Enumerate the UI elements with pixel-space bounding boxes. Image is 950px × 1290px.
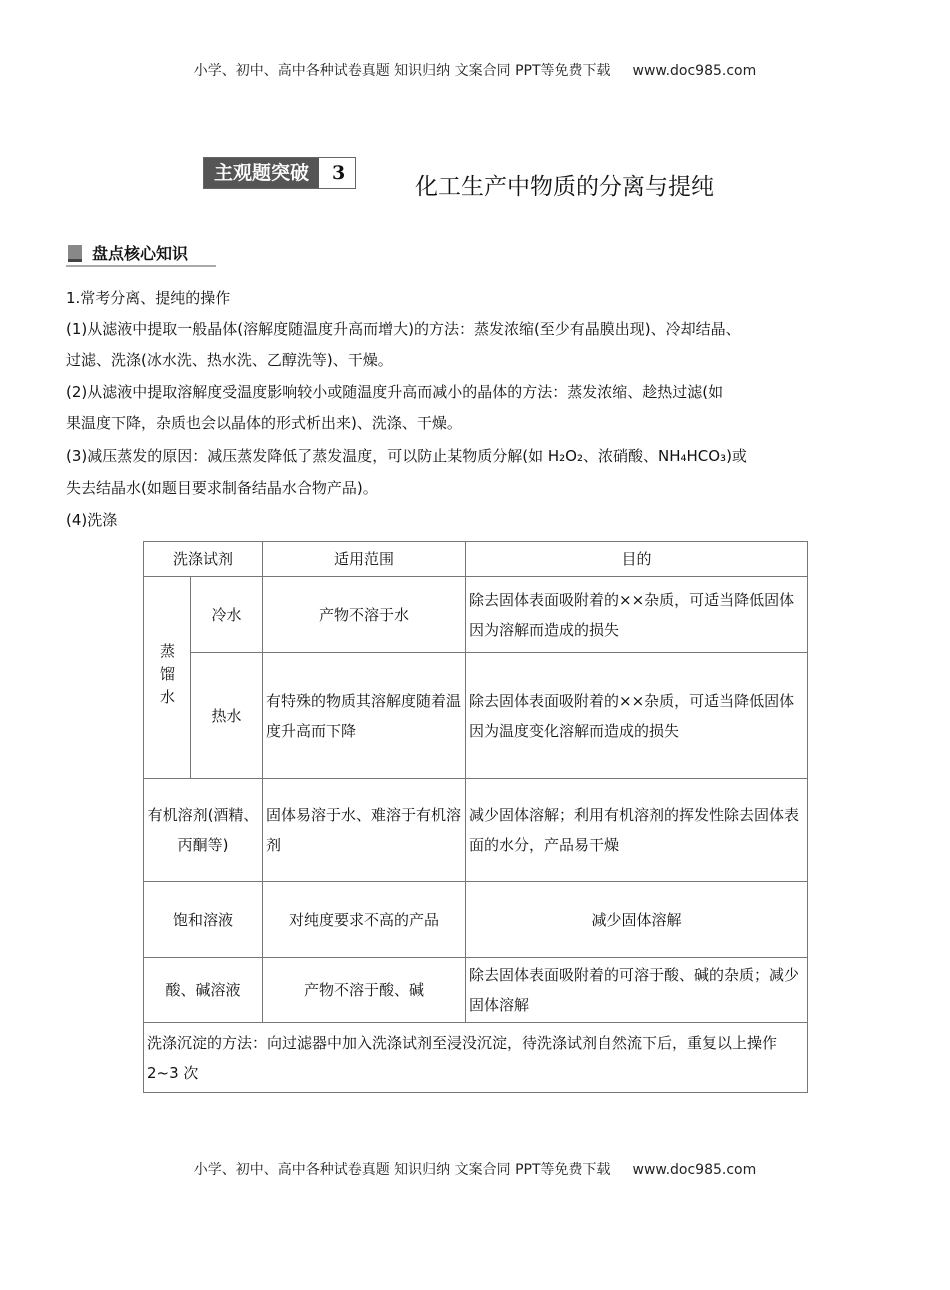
table-row [144,577,808,653]
badge-label: 主观题突破 [204,158,319,188]
reagent-cell: 冷水 [191,577,263,653]
topic-badge [203,157,356,189]
paragraph: 过滤、洗涤(冰水洗、热水洗、乙醇洗等)、干燥。 [66,351,393,369]
table-footer-row [144,1023,808,1093]
footer-text: 小学、初中、高中各种试卷真题 知识归纳 文案合同 PPT等免费下载 [193,1162,611,1178]
paragraph: 1.常考分离、提纯的操作 [66,289,231,307]
reagent-cell: 有机溶剂(酒精、丙酮等) [144,779,263,882]
reagent-cell: 饱和溶液 [144,882,263,958]
scope-cell: 产物不溶于酸、碱 [263,958,466,1023]
header-url[interactable]: www.doc985.com [632,63,757,79]
scope-cell: 固体易溶于水、难溶于有机溶剂 [263,779,466,882]
paragraph: (3)减压蒸发的原因：减压蒸发降低了蒸发温度，可以防止某物质分解(如 H₂O₂、浓硝酸、NH₄HCO₃)或 [66,447,747,465]
page-footer [0,1159,950,1179]
purpose-cell: 减少固体溶解 [466,882,808,958]
footer-cell: 洗涤沉淀的方法：向过滤器中加入洗涤试剂至浸没沉淀，待洗涤试剂自然流下后，重复以上操作 2~3 次 [144,1023,808,1093]
header-text: 小学、初中、高中各种试卷真题 知识归纳 文案合同 PPT等免费下载 [193,63,611,79]
header-cell: 目的 [466,542,808,577]
footer-url[interactable]: www.doc985.com [632,1162,757,1178]
paragraph: (4)洗涤 [66,511,118,529]
paragraph: 失去结晶水(如题目要求制备结晶水合物产品)。 [66,479,378,497]
table-header-row [144,542,808,577]
badge-number: 3 [319,158,355,188]
header-cell: 洗涤试剂 [144,542,263,577]
scope-cell: 有特殊的物质其溶解度随着温度升高而下降 [263,653,466,779]
scope-cell: 产物不溶于水 [263,577,466,653]
page-title: 化工生产中物质的分离与提纯 [415,174,714,200]
purpose-cell: 减少固体溶解；利用有机溶剂的挥发性除去固体表面的水分，产品易干燥 [466,779,808,882]
table-row [144,882,808,958]
reagent-cell: 热水 [191,653,263,779]
page-header [0,60,950,80]
table-row [144,779,808,882]
section-title: 盘点核心知识 [92,244,189,263]
section-heading [66,241,216,267]
purpose-cell: 除去固体表面吸附着的××杂质，可适当降低固体因为温度变化溶解而造成的损失 [466,653,808,779]
table-row [144,958,808,1023]
table-row [144,653,808,779]
purpose-cell: 除去固体表面吸附着的可溶于酸、碱的杂质；减少固体溶解 [466,958,808,1023]
paragraph: (2)从滤液中提取溶解度受温度影响较小或随温度升高而减小的晶体的方法：蒸发浓缩、趁热过滤(如 [66,383,724,401]
scope-cell: 对纯度要求不高的产品 [263,882,466,958]
paragraph: (1)从滤液中提取一般晶体(溶解度随温度升高而增大)的方法：蒸发浓缩(至少有晶膜出现)、冷却结晶、 [66,320,741,338]
washing-table [143,541,808,1093]
header-cell: 适用范围 [263,542,466,577]
book-icon [68,245,82,262]
purpose-cell: 除去固体表面吸附着的××杂质，可适当降低固体因为溶解而造成的损失 [466,577,808,653]
paragraph: 果温度下降，杂质也会以晶体的形式析出来)、洗涤、干燥。 [66,414,462,432]
reagent-cell: 酸、碱溶液 [144,958,263,1023]
distilled-water-cell: 蒸馏水 [144,577,191,779]
